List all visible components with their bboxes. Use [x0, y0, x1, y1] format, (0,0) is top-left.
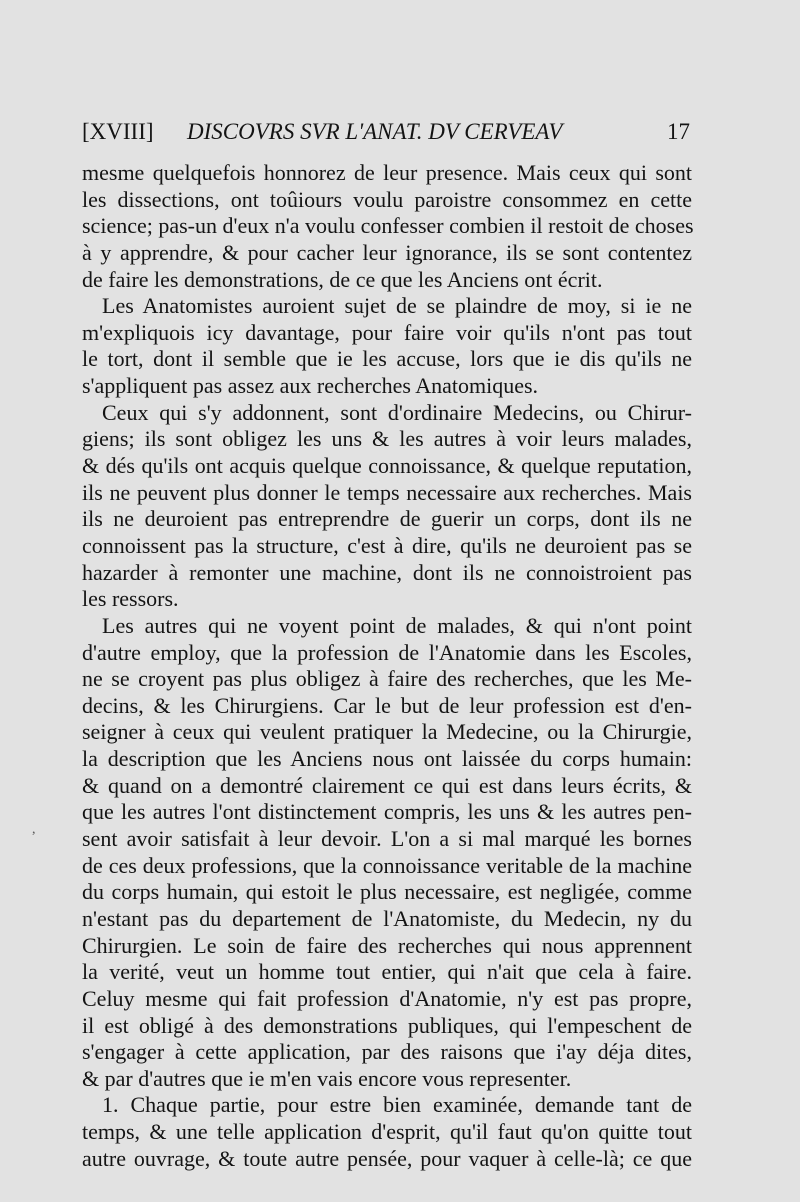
text-line: & par d'autres que ie m'en vais encore vous representer.: [82, 1065, 572, 1091]
text-line: & dés qu'ils ont acquis quelque connoissance, & quelque reputation,: [82, 453, 692, 479]
text-line: sent avoir satisfait à leur devoir. L'on a si mal marqué les bornes: [82, 826, 692, 852]
text-line: que les autres l'ont distinctement compris, les uns & les autres pen-: [82, 799, 692, 825]
text-line: temps, & une telle application d'esprit, qu'il faut qu'on quitte tout: [82, 1119, 692, 1145]
text-line: la verité, veut un homme tout entier, qui n'ait que cela à faire.: [82, 959, 692, 985]
text-line: & quand on a demontré clairement ce qui est dans leurs écrits, &: [82, 772, 692, 798]
text-line: les ressors.: [82, 586, 179, 612]
text-line: d'autre employ, que la profession de l'Anatomie dans les Escoles,: [82, 639, 692, 665]
text-line: autre ouvrage, & toute autre pensée, pour vaquer à celle-là; ce que: [82, 1145, 692, 1171]
text-line: la description que les Anciens nous ont laissée du corps humain:: [82, 746, 692, 772]
text-line: hazarder à remonter une machine, dont ils ne connoistroient pas: [82, 559, 692, 585]
text-line: il est obligé à des demonstrations publiques, qui l'empeschent de: [82, 1012, 692, 1038]
text-line: s'engager à cette application, par des raisons que i'ay déja dites,: [82, 1039, 692, 1065]
text-line: decins, & les Chirurgiens. Car le but de leur profession est d'en-: [82, 692, 692, 718]
text-line: les dissections, ont toûiours voulu paroistre consommez en cette: [82, 186, 692, 212]
text-line: de ces deux professions, que la connoissance veritable de la machine: [82, 852, 692, 878]
text-line: ils ne deuroient pas entreprendre de guerir un corps, dont ils ne: [82, 506, 692, 532]
text-line: ils ne peuvent plus donner le temps necessaire aux recherches. Mais: [82, 479, 692, 505]
text-line: giens; ils sont obligez les uns & les autres à voir leurs malades,: [82, 426, 692, 452]
text-line: Les Anatomistes auroient sujet de se plaindre de moy, si ie ne: [102, 293, 692, 319]
text-line: à y apprendre, & pour cacher leur ignorance, ils se sont contentez: [82, 239, 692, 265]
text-line: mesme quelquefois honnorez de leur presence. Mais ceux qui sont: [82, 160, 692, 185]
text-line: 1. Chaque partie, pour estre bien examinée, demande tant de: [102, 1092, 692, 1118]
page-header: [82, 119, 690, 155]
text-line: m'expliquois icy davantage, pour faire voir qu'ils n'ont pas tout: [82, 319, 692, 345]
text-line: du corps humain, qui estoit le plus necessaire, est negligée, comme: [82, 879, 692, 905]
running-title: DISCOVRS SVR L'ANAT. DV CERVEAV: [187, 119, 563, 144]
body-text: [82, 160, 692, 1172]
text-line: s'appliquent pas assez aux recherches Anatomiques.: [82, 373, 539, 399]
text-line: Ceux qui s'y addonnent, sont d'ordinaire Medecins, ou Chirur-: [102, 399, 692, 425]
text-line: le tort, dont il semble que ie les accuse, lors que ie dis qu'ils ne: [82, 346, 692, 372]
text-line: science; pas-un d'eux n'a voulu confesser combien il restoit de choses: [82, 213, 694, 239]
text-line: Chirurgien. Le soin de faire des recherches qui nous apprennent: [82, 932, 692, 958]
text-line: seigner à ceux qui veulent pratiquer la Medecine, ou la Chirurgie,: [82, 719, 692, 745]
text-line: Les autres qui ne voyent point de malades, & qui n'ont point: [102, 612, 692, 638]
text-line: connoissent pas la structure, c'est à dire, qu'ils ne deuroient pas se: [82, 532, 692, 558]
text-line: n'estant pas du departement de l'Anatomiste, du Medecin, ny du: [82, 905, 692, 931]
text-line: de faire les demonstrations, de ce que les Anciens ont écrit.: [82, 266, 603, 292]
section-number: [XVIII]: [82, 119, 154, 144]
page-number: 17: [667, 119, 690, 144]
text-line: ne se croyent pas plus obligez à faire des recherches, que les Me-: [82, 666, 692, 692]
margin-mark: ,: [32, 822, 36, 837]
text-line: Celuy mesme qui fait profession d'Anatomie, n'y est pas propre,: [82, 985, 692, 1011]
